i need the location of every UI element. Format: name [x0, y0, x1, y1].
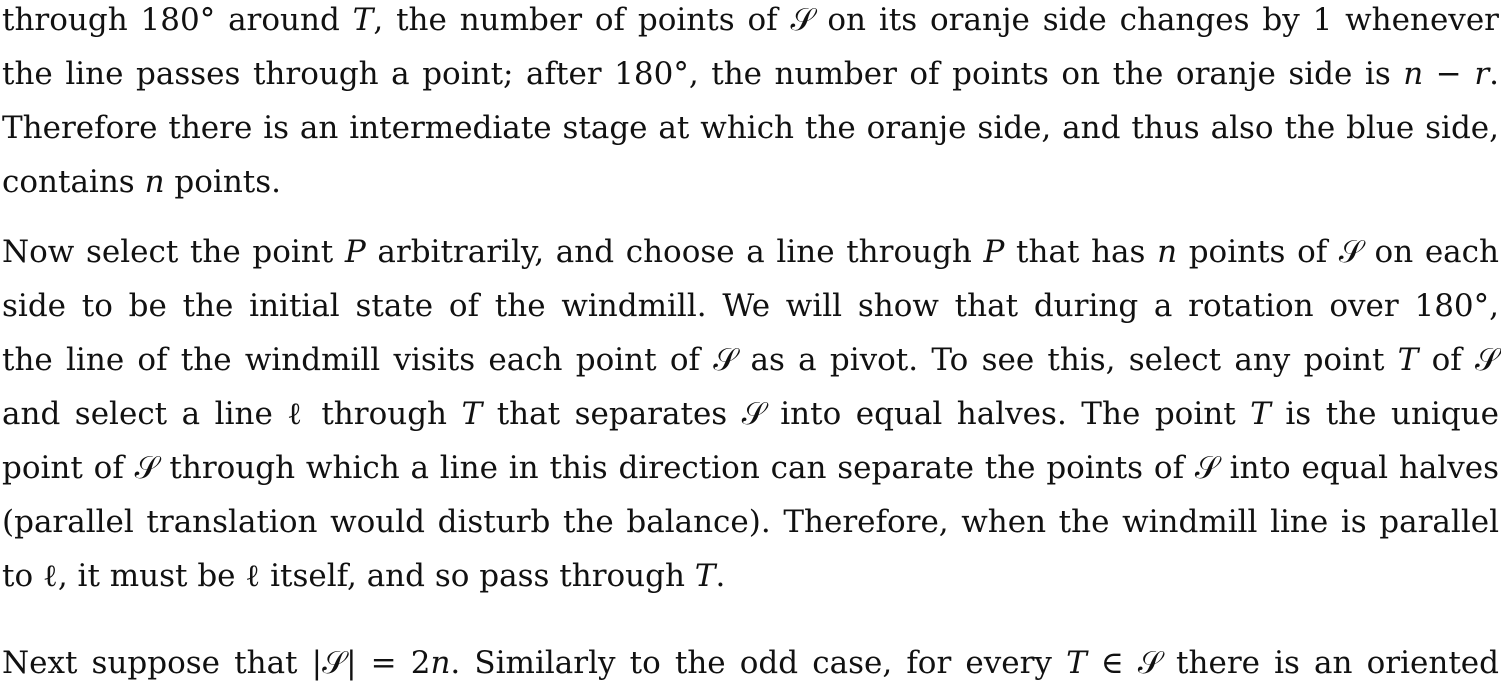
- text-line: Next suppose that |𝒮| = 2𝑛. Similarly to the odd case, for every 𝑇 ∈ 𝒮 there is an oriented: [2, 645, 1499, 681]
- text-line: point of 𝒮 through which a line in this direction can separate the points of 𝒮 into equal halves: [2, 450, 1499, 486]
- text-line: to ℓ, it must be ℓ itself, and so pass through 𝑇.: [2, 558, 726, 594]
- text-line: and select a line ℓ through 𝑇 that separates 𝒮 into equal halves. The point 𝑇 is the unique: [2, 396, 1499, 432]
- text-line: contains 𝑛 points.: [2, 164, 281, 200]
- text-line: the line passes through a point; after 180°, the number of points on the oranje side is 𝑛 − 𝑟.: [2, 56, 1499, 92]
- text-line: side to be the initial state of the windmill. We will show that during a rotation over 180°,: [2, 288, 1499, 324]
- text-line: (parallel translation would disturb the balance). Therefore, when the windmill line is parallel: [2, 504, 1499, 540]
- text-line: through 180° around 𝑇, the number of points of 𝒮 on its oranje side changes by 1 whenever: [2, 2, 1499, 38]
- text-line: the line of the windmill visits each point of 𝒮 as a pivot. To see this, select any point 𝑇 of 𝒮: [2, 342, 1499, 378]
- text-line: Now select the point 𝑃 arbitrarily, and choose a line through 𝑃 that has 𝑛 points of 𝒮 on each: [2, 234, 1499, 270]
- text-line: Therefore there is an intermediate stage at which the oranje side, and thus also the blue side,: [2, 110, 1499, 146]
